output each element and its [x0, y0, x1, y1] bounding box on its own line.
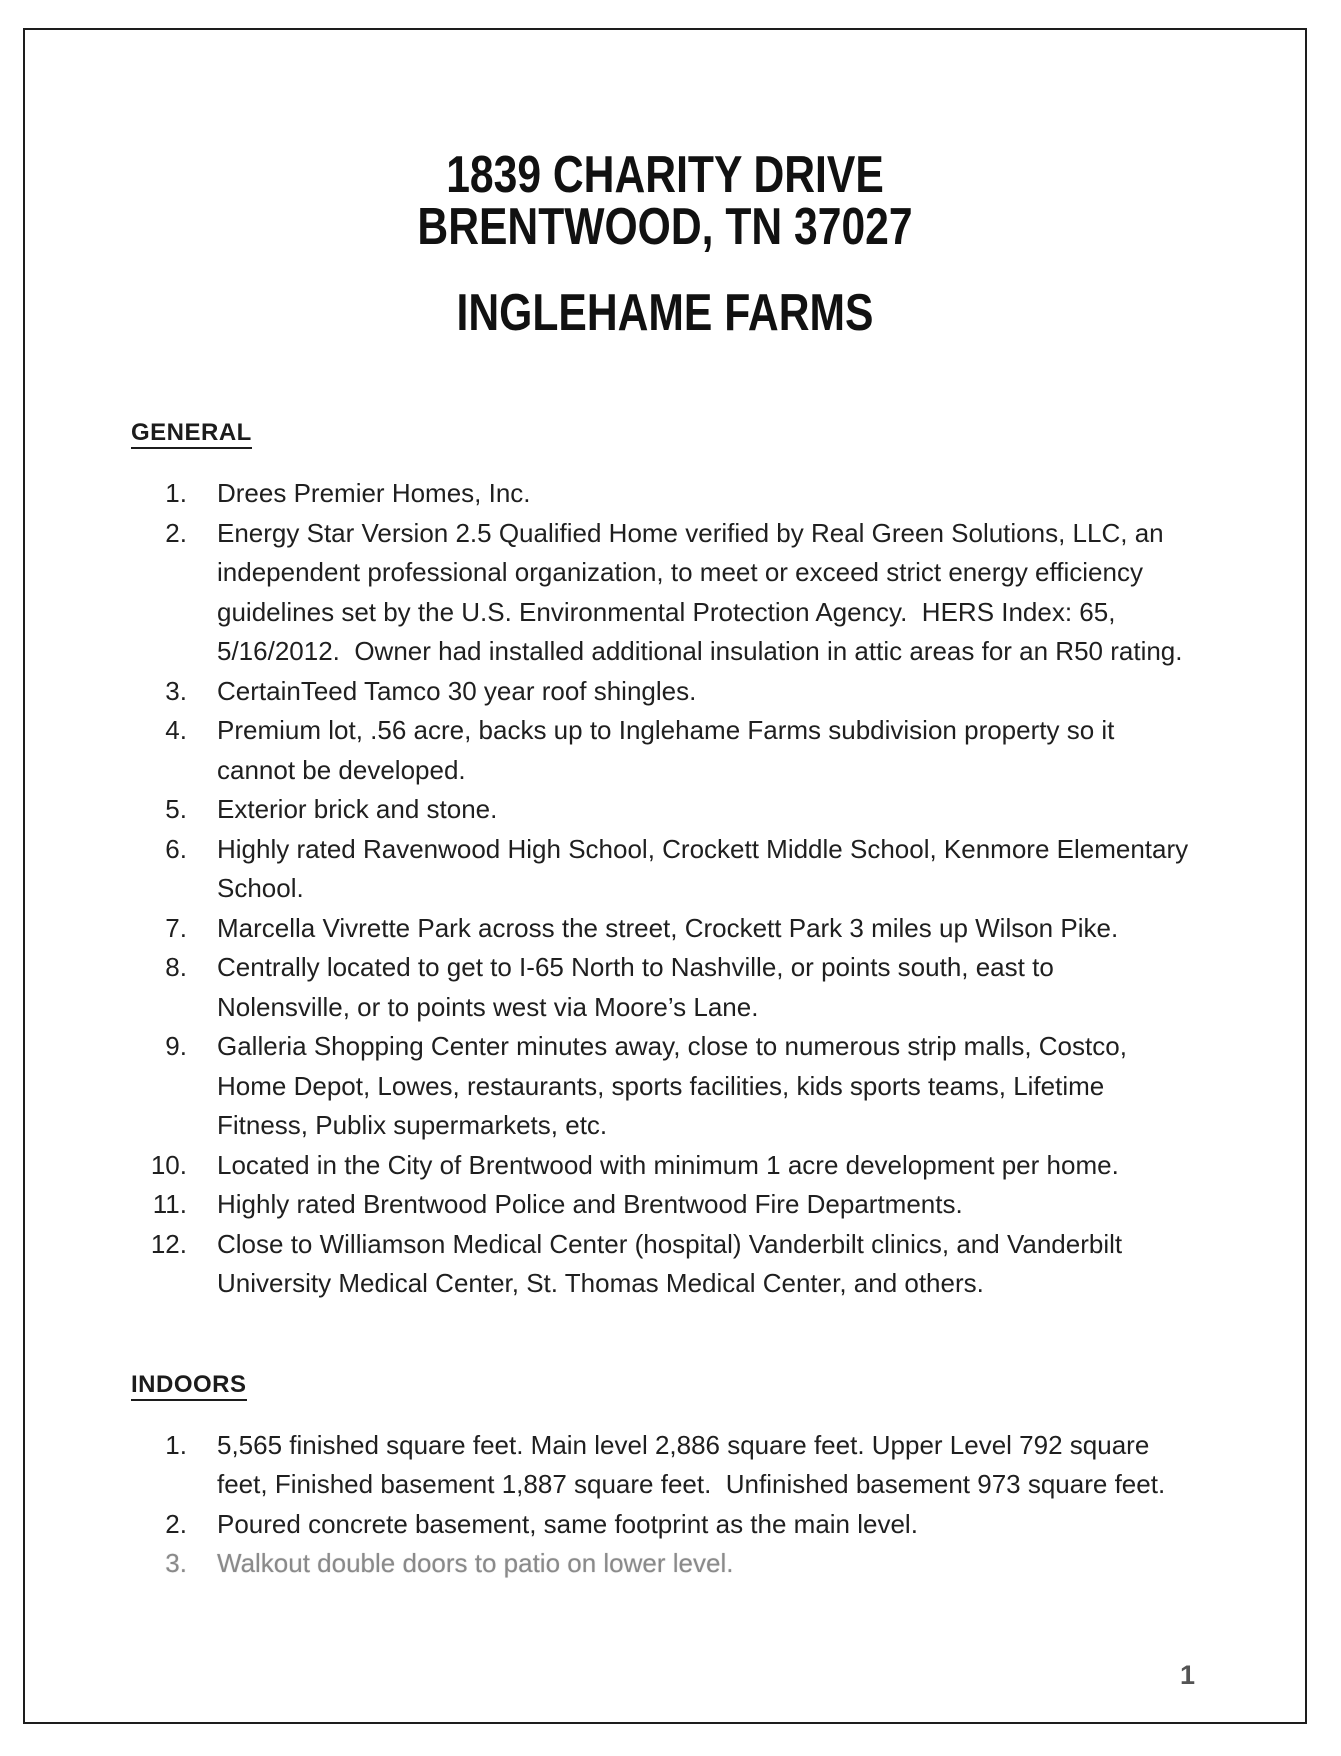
list-item: Exterior brick and stone. — [131, 790, 1189, 830]
section-indoors — [131, 1304, 1199, 1584]
section-heading-general: GENERAL — [131, 419, 252, 449]
document-title — [227, 146, 1103, 342]
list-item-faded: Walkout double doors to patio on lower level. — [131, 1544, 1189, 1584]
list-item: 5,565 finished square feet. Main level 2,886 square feet. Upper Level 792 square feet, Finished basement 1,887 square feet. Unfinished basement 973 square feet. — [131, 1426, 1189, 1505]
list-item-number — [131, 1505, 187, 1545]
list-item-number — [131, 711, 187, 751]
section-general — [131, 339, 1199, 1304]
list-item-number — [131, 1426, 187, 1466]
document-content — [131, 0, 1199, 1584]
list-item-number — [131, 1544, 187, 1584]
list-item: Marcella Vivrette Park across the street, Crockett Park 3 miles up Wilson Pike. — [131, 909, 1189, 949]
indoors-list — [131, 1426, 1199, 1584]
list-item-number — [131, 672, 187, 712]
list-item-number — [131, 1185, 187, 1225]
title-line-address: 1839 CHARITY DRIVE — [446, 146, 884, 204]
list-item-number — [131, 1027, 187, 1067]
list-item: Highly rated Brentwood Police and Brentwood Fire Departments. — [131, 1185, 1189, 1225]
page-number: 1 — [1180, 1660, 1196, 1690]
list-item: Highly rated Ravenwood High School, Crockett Middle School, Kenmore Elementary School. — [131, 830, 1189, 909]
list-item-number — [131, 790, 187, 830]
list-item-number — [131, 1225, 187, 1265]
list-item: Drees Premier Homes, Inc. — [131, 474, 1189, 514]
list-item-number — [131, 1146, 187, 1186]
title-line-city: BRENTWOOD, TN 37027 — [417, 198, 913, 256]
list-item: Galleria Shopping Center minutes away, close to numerous strip malls, Costco, Home Depot, Lowes, restaurants, sports facilities, kids sports teams, Lifetime Fitness, Publix supermarkets, etc. — [131, 1027, 1189, 1146]
section-heading-indoors: INDOORS — [131, 1371, 247, 1401]
list-item-number — [131, 909, 187, 949]
list-item: Premium lot, .56 acre, backs up to Inglehame Farms subdivision property so it cannot be developed. — [131, 711, 1189, 790]
list-item: Located in the City of Brentwood with minimum 1 acre development per home. — [131, 1146, 1189, 1186]
list-item: Close to Williamson Medical Center (hospital) Vanderbilt clinics, and Vanderbilt University Medical Center, St. Thomas Medical Center, and others. — [131, 1225, 1189, 1304]
title-subdivision: INGLEHAME FARMS — [456, 284, 874, 342]
list-item-number — [131, 474, 187, 514]
list-item-number — [131, 948, 187, 988]
list-item: CertainTeed Tamco 30 year roof shingles. — [131, 672, 1189, 712]
list-item-number — [131, 830, 187, 870]
list-item-number — [131, 514, 187, 554]
list-item: Energy Star Version 2.5 Qualified Home verified by Real Green Solutions, LLC, an independent professional organization, to meet or exceed strict energy efficiency guidelines set by the U.S. Environmental Protection Agency. HERS Index: 65, 5/16/2012. Owner had installed additional insulation in attic areas for an R50 rating. — [131, 514, 1189, 672]
list-item: Poured concrete basement, same footprint as the main level. — [131, 1505, 1189, 1545]
general-list — [131, 474, 1199, 1304]
list-item: Centrally located to get to I-65 North to Nashville, or points south, east to Nolensville, or to points west via Moore’s Lane. — [131, 948, 1189, 1027]
